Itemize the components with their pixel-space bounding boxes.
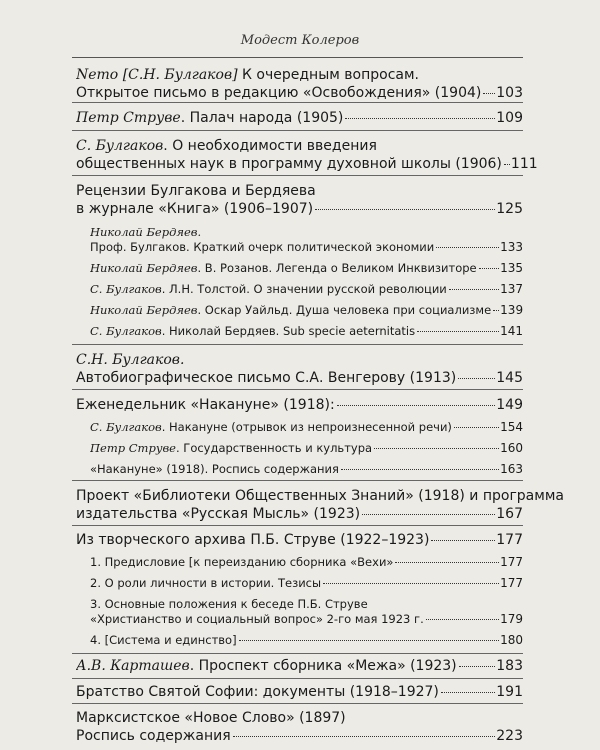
page-number: 191 bbox=[496, 684, 523, 700]
toc-line bbox=[76, 683, 523, 701]
toc-subline bbox=[90, 324, 523, 339]
page-number: 177 bbox=[500, 555, 523, 569]
toc-author: А.В. Карташев bbox=[76, 658, 190, 674]
toc-title: 2. О роли личности в истории. Тезисы bbox=[90, 576, 322, 590]
toc-author: С. Булгаков bbox=[90, 324, 162, 338]
leader-dots bbox=[345, 118, 495, 119]
section-rule bbox=[72, 525, 523, 526]
leader-dots bbox=[479, 268, 499, 269]
toc-author: Петр Струве bbox=[90, 441, 176, 455]
toc-title: 3. Основные положения к беседе П.Б. Струве bbox=[90, 597, 368, 611]
toc-title: общественных наук в программу духовной школы (1906) bbox=[76, 156, 502, 172]
toc-line bbox=[76, 505, 523, 523]
toc-title: Братство Святой Софии: документы (1918–1927) bbox=[76, 684, 439, 700]
page-number: 223 bbox=[496, 728, 523, 744]
toc-subline bbox=[90, 303, 523, 318]
section-rule bbox=[72, 480, 523, 481]
page-number: 139 bbox=[500, 303, 524, 317]
page-number: 154 bbox=[500, 420, 523, 434]
toc-title: «Христианство и социальный вопрос» 2-го мая 1923 г. bbox=[90, 612, 424, 626]
leader-dots bbox=[449, 289, 499, 290]
page-number: 103 bbox=[496, 85, 523, 101]
page-number: 179 bbox=[500, 612, 523, 626]
page-number: 109 bbox=[496, 110, 523, 126]
leader-dots bbox=[337, 405, 496, 406]
section-rule bbox=[72, 344, 523, 345]
page-number: 167 bbox=[496, 506, 523, 522]
toc-author: Петр Струве bbox=[76, 110, 181, 126]
section-rule bbox=[72, 130, 523, 131]
toc-title: в журнале «Книга» (1906–1907) bbox=[76, 201, 314, 217]
leader-dots bbox=[233, 736, 496, 737]
toc-title: К очередным вопросам. bbox=[237, 67, 419, 83]
page-number: 137 bbox=[500, 282, 523, 296]
page-number: 111 bbox=[510, 156, 538, 172]
page-number: 183 bbox=[496, 658, 523, 674]
page-number: 141 bbox=[500, 324, 523, 338]
leader-dots bbox=[426, 619, 499, 620]
leader-dots bbox=[341, 469, 499, 470]
toc-line bbox=[76, 709, 523, 727]
section-rule bbox=[72, 389, 523, 390]
toc-subline bbox=[90, 240, 523, 255]
toc-title: Из творческого архива П.Б. Струве (1922–1923) bbox=[76, 532, 430, 548]
toc-line bbox=[76, 369, 523, 387]
toc-subline bbox=[90, 633, 523, 648]
toc-line bbox=[76, 200, 523, 218]
leader-dots bbox=[493, 310, 499, 311]
toc-line bbox=[76, 66, 523, 84]
toc-author: Николай Бердяев bbox=[90, 303, 198, 317]
section-rule bbox=[72, 678, 523, 679]
toc-title: . Л.Н. Толстой. О значении русской революции bbox=[161, 282, 447, 296]
toc-title: 4. [Система и единство] bbox=[90, 633, 237, 647]
header-rule bbox=[72, 57, 523, 58]
leader-dots bbox=[323, 583, 499, 584]
leader-dots bbox=[459, 666, 496, 667]
toc-title: Роспись содержания bbox=[76, 728, 231, 744]
toc-subline bbox=[90, 576, 523, 591]
toc-title: . Николай Бердяев. Sub specie aeternitatis bbox=[161, 324, 416, 338]
section-rule bbox=[72, 653, 523, 654]
section-rule bbox=[72, 102, 523, 103]
toc-line bbox=[76, 351, 523, 369]
toc-title: Проект «Библиотеки Общественных Знаний» (1918) и программа bbox=[76, 488, 564, 504]
running-head: Модест Колеров bbox=[240, 33, 360, 48]
page-number: 180 bbox=[500, 633, 523, 647]
toc-title: . Накануне (отрывок из непроизнесенной речи) bbox=[161, 420, 452, 434]
toc-title: 1. Предисловие [к переизданию сборника «Вехи» bbox=[90, 555, 394, 569]
toc-title: Автобиографическое письмо С.А. Венгерову (1913) bbox=[76, 370, 457, 386]
toc-line bbox=[76, 109, 523, 127]
toc-title: . Оскар Уайльд. Душа человека при социализме bbox=[197, 303, 492, 317]
toc-title: . О необходимости введения bbox=[163, 138, 377, 154]
toc-author: С. Булгаков bbox=[76, 138, 164, 154]
toc-title: издательства «Русская Мысль» (1923) bbox=[76, 506, 361, 522]
leader-dots bbox=[315, 209, 495, 210]
page-number: 160 bbox=[500, 441, 523, 455]
toc-subline bbox=[90, 597, 523, 612]
toc-title: . Палач народа (1905) bbox=[180, 110, 344, 126]
toc-author: С. Булгаков bbox=[90, 420, 162, 434]
page-number: 177 bbox=[496, 532, 523, 548]
toc-subline bbox=[90, 282, 523, 297]
leader-dots bbox=[458, 378, 495, 379]
toc-line bbox=[76, 137, 523, 155]
toc-title: Еженедельник «Накануне» (1918): bbox=[76, 397, 335, 413]
toc-line bbox=[76, 396, 523, 414]
leader-dots bbox=[483, 93, 495, 94]
toc-title: Открытое письмо в редакцию «Освобождения» (1904) bbox=[76, 85, 482, 101]
toc-line bbox=[76, 182, 523, 200]
toc-subline bbox=[90, 261, 523, 276]
leader-dots bbox=[504, 164, 510, 165]
toc-author: С. Булгаков bbox=[90, 282, 162, 296]
leader-dots bbox=[362, 514, 495, 515]
toc-line bbox=[76, 727, 523, 745]
page-number: 163 bbox=[500, 462, 523, 476]
page-number: 145 bbox=[496, 370, 523, 386]
leader-dots bbox=[239, 640, 500, 641]
page-number: 135 bbox=[500, 261, 523, 275]
toc-title: . В. Розанов. Легенда о Великом Инквизиторе bbox=[197, 261, 477, 275]
leader-dots bbox=[454, 427, 499, 428]
page-number: 149 bbox=[496, 397, 523, 413]
toc-line bbox=[76, 657, 523, 675]
toc-title: Марксистское «Новое Слово» (1897) bbox=[76, 710, 346, 726]
toc-line bbox=[76, 155, 538, 173]
toc-subline bbox=[90, 555, 523, 570]
toc-subline bbox=[90, 225, 523, 240]
leader-dots bbox=[431, 540, 495, 541]
section-rule bbox=[72, 703, 523, 704]
toc-title: «Накануне» (1918). Роспись содержания bbox=[90, 462, 339, 476]
section-rule bbox=[72, 175, 523, 176]
leader-dots bbox=[395, 562, 499, 563]
toc-line bbox=[76, 531, 523, 549]
toc-author: Nemo [С.Н. Булгаков] bbox=[76, 67, 238, 83]
toc-title: Проф. Булгаков. Краткий очерк политической экономии bbox=[90, 240, 435, 254]
toc-subline bbox=[90, 420, 523, 435]
leader-dots bbox=[374, 448, 499, 449]
page-number: 177 bbox=[500, 576, 523, 590]
toc-subline bbox=[90, 612, 523, 627]
toc-author: С.Н. Булгаков. bbox=[76, 352, 185, 368]
toc-title: . Проспект сборника «Межа» (1923) bbox=[189, 658, 457, 674]
toc-line bbox=[76, 84, 523, 102]
leader-dots bbox=[417, 331, 499, 332]
toc-title: Рецензии Булгакова и Бердяева bbox=[76, 183, 316, 199]
page-number: 133 bbox=[500, 240, 523, 254]
toc-author: Николай Бердяев. bbox=[90, 225, 202, 239]
leader-dots bbox=[436, 247, 499, 248]
toc-title: . Государственность и культура bbox=[176, 441, 373, 455]
toc-subline bbox=[90, 462, 523, 477]
page-number: 125 bbox=[496, 201, 523, 217]
toc-author: Николай Бердяев bbox=[90, 261, 198, 275]
toc-line bbox=[76, 487, 564, 505]
leader-dots bbox=[441, 692, 495, 693]
toc-subline bbox=[90, 441, 523, 456]
